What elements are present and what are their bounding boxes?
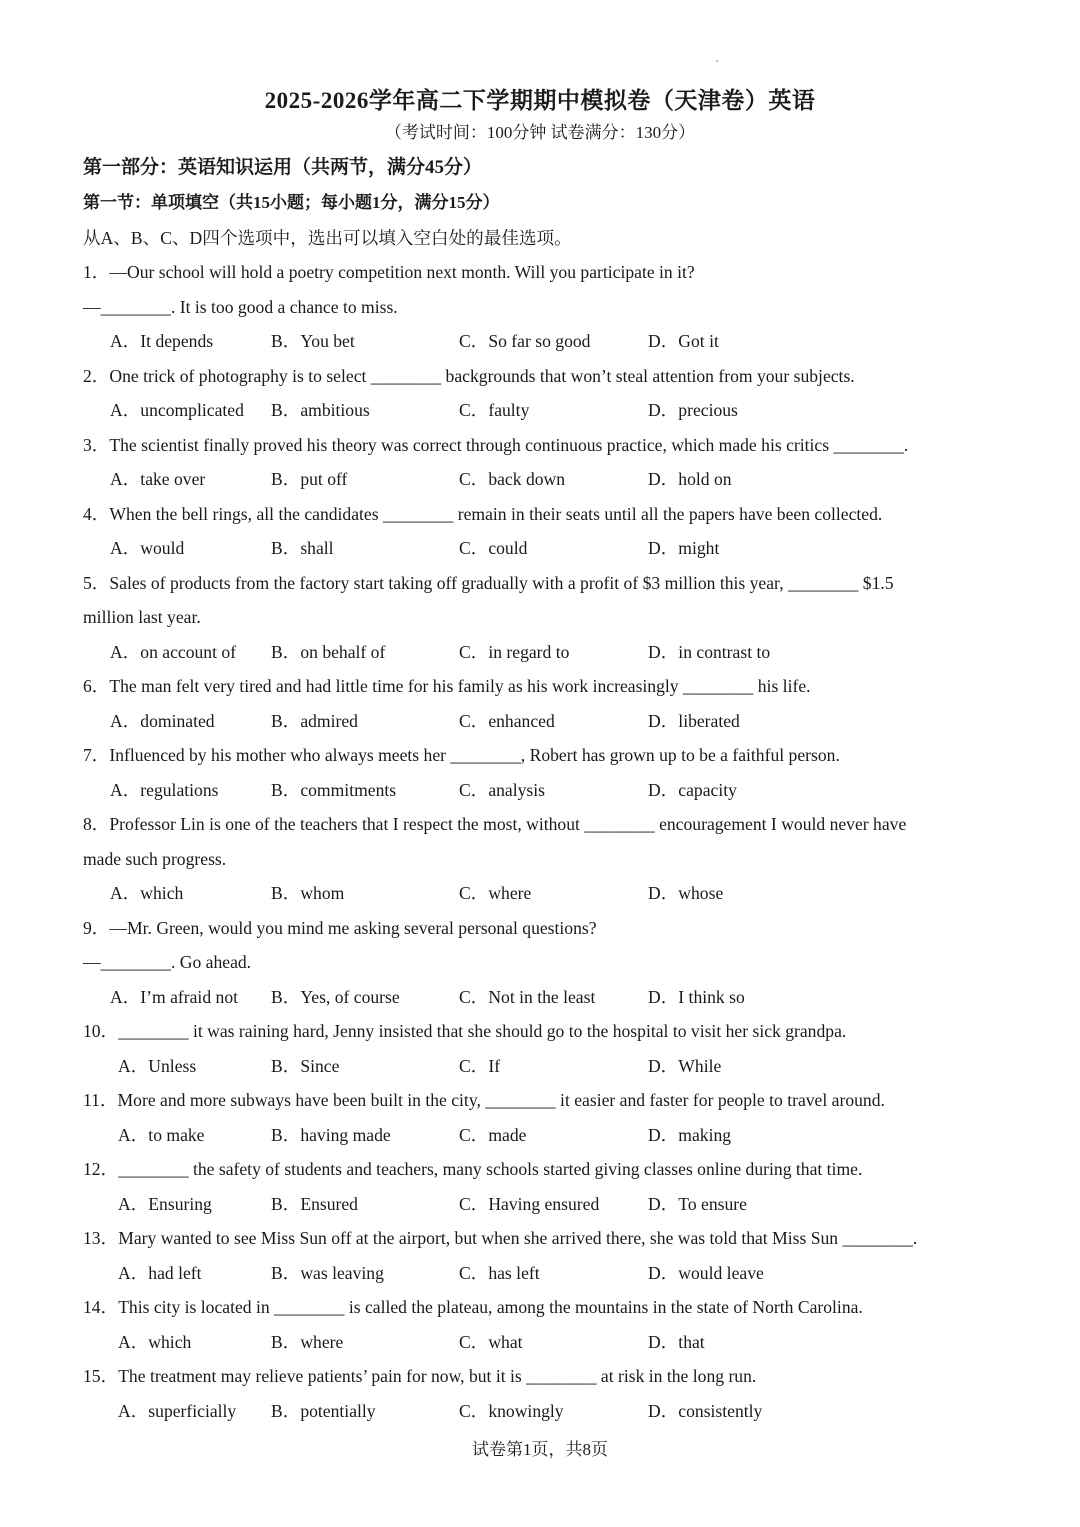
section-heading: 第一节：单项填空（共15小题；每小题1分，满分15分） (83, 193, 500, 212)
option-a[interactable]: A．had left (118, 1263, 202, 1283)
option-c[interactable]: C．Having ensured (459, 1194, 600, 1214)
option-b[interactable]: B．You bet (271, 331, 355, 351)
option-c[interactable]: C．So far so good (459, 331, 591, 351)
question-7-line-1: 7．Influenced by his mother who always meets her ________, Robert has grown up to be a faithful person. (83, 745, 840, 765)
option-b[interactable]: B．on behalf of (271, 642, 386, 662)
question-4-line-1: 4．When the bell rings, all the candidates ________ remain in their seats until all the papers have been collected. (83, 504, 883, 524)
question-14-line-1: 14．This city is located in ________ is called the plateau, among the mountains in the state of North Carolina. (83, 1297, 863, 1317)
question-3-line-1: 3．The scientist finally proved his theory was correct through continuous practice, which made his critics ________. (83, 435, 909, 455)
question-1-line-1: 1．—Our school will hold a poetry competition next month. Will you participate in it? (83, 262, 695, 282)
option-c[interactable]: C．in regard to (459, 642, 570, 662)
instruction: 从A、B、C、D四个选项中，选出可以填入空白处的最佳选项。 (83, 228, 572, 248)
option-b[interactable]: B．where (271, 1332, 344, 1352)
option-a[interactable]: A．which (110, 883, 184, 903)
exam-subtitle: （考试时间：100分钟 试卷满分：130分） (384, 123, 696, 142)
option-d[interactable]: D．in contrast to (648, 642, 771, 662)
option-c[interactable]: C．analysis (459, 780, 546, 800)
option-b[interactable]: B．put off (271, 469, 348, 489)
question-6-line-1: 6．The man felt very tired and had little time for his family as his work increasingly ________ his life. (83, 676, 811, 696)
option-b[interactable]: B．having made (271, 1125, 391, 1145)
exam-title: 2025-2026学年高二下学期期中模拟卷（天津卷）英语 (264, 88, 816, 113)
option-b[interactable]: B．Yes, of course (271, 987, 400, 1007)
option-c[interactable]: C．Not in the least (459, 987, 596, 1007)
question-9-line-1: 9．—Mr. Green, would you mind me asking several personal questions? (83, 918, 597, 938)
question-12-line-1: 12．________ the safety of students and teachers, many schools started giving classes online during that time. (83, 1159, 863, 1179)
scan-speck (716, 60, 718, 62)
question-9-line-2: —________. Go ahead. (83, 952, 252, 972)
option-c[interactable]: C．faulty (459, 400, 530, 420)
option-b[interactable]: B．ambitious (271, 400, 370, 420)
option-a[interactable]: A．uncomplicated (110, 400, 244, 420)
option-d[interactable]: D．that (648, 1332, 705, 1352)
option-d[interactable]: D．would leave (648, 1263, 764, 1283)
question-5-line-2: million last year. (83, 607, 201, 627)
option-d[interactable]: D．whose (648, 883, 724, 903)
option-d[interactable]: D．might (648, 538, 720, 558)
option-d[interactable]: D．precious (648, 400, 738, 420)
question-8-line-1: 8．Professor Lin is one of the teachers that I respect the most, without ________ encouragement I would never have (83, 814, 907, 834)
option-c[interactable]: C．made (459, 1125, 527, 1145)
part-heading: 第一部分：英语知识运用（共两节，满分45分） (83, 157, 483, 178)
question-8-line-2: made such progress. (83, 849, 227, 869)
option-b[interactable]: B．Ensured (271, 1194, 358, 1214)
question-1-line-2: —________. It is too good a chance to miss. (83, 297, 398, 317)
option-c[interactable]: C．has left (459, 1263, 540, 1283)
question-10-line-1: 10．________ it was raining hard, Jenny insisted that she should go to the hospital to visit her sick grandpa. (83, 1021, 847, 1041)
option-b[interactable]: B．commitments (271, 780, 397, 800)
option-c[interactable]: C．enhanced (459, 711, 555, 731)
question-13-line-1: 13．Mary wanted to see Miss Sun off at the airport, but when she arrived there, she was told that Miss Sun ________. (83, 1228, 918, 1248)
option-c[interactable]: C．what (459, 1332, 523, 1352)
question-11-line-1: 11．More and more subways have been built in the city, ________ it easier and faster for people to travel around. (83, 1090, 885, 1110)
option-d[interactable]: D．While (648, 1056, 722, 1076)
option-c[interactable]: C．knowingly (459, 1401, 564, 1421)
option-b[interactable]: B．shall (271, 538, 334, 558)
page-footer: 试卷第1页，共8页 (472, 1440, 608, 1459)
option-a[interactable]: A．It depends (110, 331, 214, 351)
option-b[interactable]: B．admired (271, 711, 358, 731)
option-a[interactable]: A．on account of (110, 642, 237, 662)
option-a[interactable]: A．Ensuring (118, 1194, 212, 1214)
option-a[interactable]: A．to make (118, 1125, 205, 1145)
option-b[interactable]: B．Since (271, 1056, 340, 1076)
option-d[interactable]: D．making (648, 1125, 732, 1145)
option-a[interactable]: A．superficially (118, 1401, 237, 1421)
option-a[interactable]: A．take over (110, 469, 206, 489)
question-2-line-1: 2．One trick of photography is to select ________ backgrounds that won’t steal attention from your subjects. (83, 366, 855, 386)
option-a[interactable]: A．Unless (118, 1056, 197, 1076)
option-b[interactable]: B．whom (271, 883, 345, 903)
option-d[interactable]: D．I think so (648, 987, 745, 1007)
option-d[interactable]: D．liberated (648, 711, 740, 731)
option-b[interactable]: B．potentially (271, 1401, 376, 1421)
option-a[interactable]: A．which (118, 1332, 192, 1352)
option-a[interactable]: A．regulations (110, 780, 219, 800)
option-c[interactable]: C．where (459, 883, 532, 903)
option-d[interactable]: D．consistently (648, 1401, 763, 1421)
question-5-line-1: 5．Sales of products from the factory start taking off gradually with a profit of $3 million this year, ________ $1.5 (83, 573, 894, 593)
option-a[interactable]: A．would (110, 538, 185, 558)
option-d[interactable]: D．To ensure (648, 1194, 747, 1214)
question-15-line-1: 15．The treatment may relieve patients’ pain for now, but it is ________ at risk in the long run. (83, 1366, 757, 1386)
option-d[interactable]: D．capacity (648, 780, 737, 800)
option-d[interactable]: D．Got it (648, 331, 719, 351)
option-a[interactable]: A．dominated (110, 711, 215, 731)
option-c[interactable]: C．If (459, 1056, 501, 1076)
option-c[interactable]: C．could (459, 538, 528, 558)
option-c[interactable]: C．back down (459, 469, 566, 489)
option-a[interactable]: A．I’m afraid not (110, 987, 239, 1007)
option-b[interactable]: B．was leaving (271, 1263, 384, 1283)
option-d[interactable]: D．hold on (648, 469, 732, 489)
